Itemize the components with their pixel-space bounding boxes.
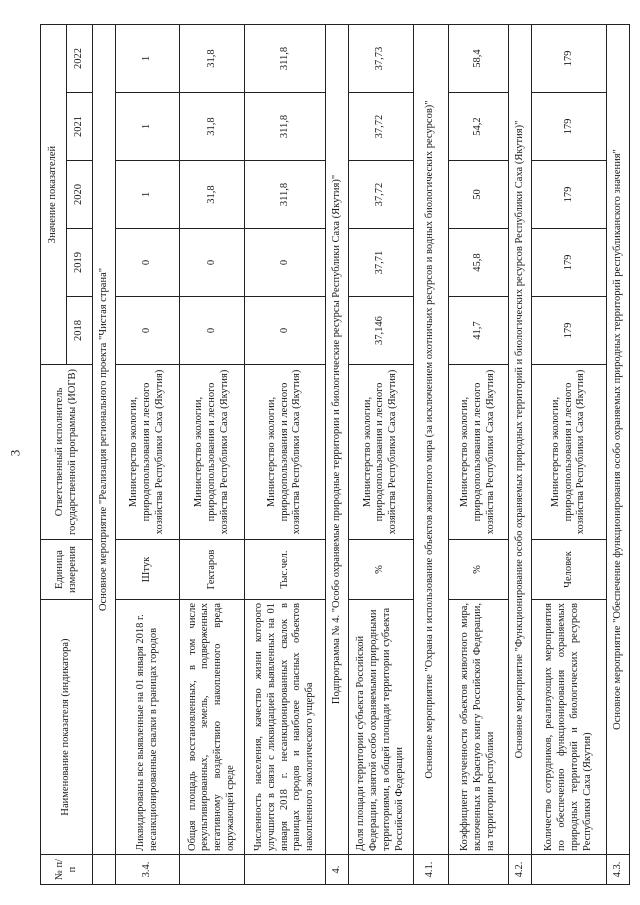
value-cell: 0: [115, 229, 180, 297]
value-cell: 179: [532, 297, 607, 365]
indicator-name: Общая площадь восстановленных, в том числе рекультивированных, земель, подверженных негативному воздействию накопленного вреда окружающей среде: [180, 600, 245, 855]
table-row: [413, 25, 448, 885]
rotated-table-frame: [40, 25, 630, 885]
value-cell: 54,2: [448, 93, 508, 161]
unit-cell: Штук: [115, 540, 180, 600]
value-cell: 31,8: [180, 93, 245, 161]
header-year: 2019: [67, 229, 93, 297]
indicator-name: Количество сотрудников, реализующих мероприятия по обеспечению функционирования охраняемых природных территорий и биологических ресурсов Республики Саха (Якутия): [532, 600, 607, 855]
value-cell: 1: [115, 25, 180, 93]
value-cell: 179: [532, 25, 607, 93]
section-title: Основное мероприятие "Функционирование особо охраняемых природных территорий и биологических ресурсов Республики Саха (Якутия)": [509, 25, 532, 855]
row-number: 4.2.: [509, 855, 532, 885]
responsible-cell: Министерство экологии, природопользования и лесного хозяйства Республики Саха (Якутия): [244, 365, 325, 540]
responsible-cell: Министерство экологии, природопользования и лесного хозяйства Республики Саха (Якутия): [348, 365, 413, 540]
value-cell: 41,7: [448, 297, 508, 365]
value-cell: 31,8: [180, 161, 245, 229]
section-title: Основное мероприятие "Реализация регионального проекта "Чистая страна": [93, 25, 116, 855]
table-row: [509, 25, 532, 885]
row-number: [180, 855, 245, 885]
table-row: [180, 25, 245, 885]
indicator-name: Ликвидированы все выявленные на 01 января 2018 г. несанкционированные свалки в границах городов: [115, 600, 180, 855]
header-values-group: Значение показателей: [41, 25, 67, 365]
value-cell: 0: [244, 297, 325, 365]
indicators-table: [40, 24, 630, 885]
table-row: [326, 25, 349, 885]
row-number: [93, 855, 116, 885]
header-name: Наименование показателя (индикатора): [41, 600, 93, 855]
header-year: 2022: [67, 25, 93, 93]
table-row: [532, 25, 607, 885]
row-number: [348, 855, 413, 885]
indicator-name: Доля площади территории субъекта Российской Федерации, занятой особо охраняемыми природными территориями, в общей площади территории субъекта Российской Федерации: [348, 600, 413, 855]
value-cell: 0: [180, 229, 245, 297]
value-cell: 1: [115, 93, 180, 161]
responsible-cell: Министерство экологии, природопользования и лесного хозяйства Республики Саха (Якутия): [448, 365, 508, 540]
value-cell: 311,8: [244, 25, 325, 93]
table-row: [115, 25, 180, 885]
row-number: 3.4.: [115, 855, 180, 885]
value-cell: 37,71: [348, 229, 413, 297]
row-number: [244, 855, 325, 885]
unit-cell: Гектаров: [180, 540, 245, 600]
row-number: [532, 855, 607, 885]
row-number: 4.3.: [607, 855, 630, 885]
unit-cell: %: [448, 540, 508, 600]
indicator-name: Численность населения, качество жизни которого улучшится в связи с ликвидацией выявленных на 01 января 2018 г. несанкционированных свалок в границах городов и наиболее опасных объектов накопленного экологического ущерба: [244, 600, 325, 855]
unit-cell: %: [348, 540, 413, 600]
responsible-cell: Министерство экологии, природопользования и лесного хозяйства Республики Саха (Якутия): [532, 365, 607, 540]
table-row: [93, 25, 116, 885]
row-number: 4.1.: [413, 855, 448, 885]
table-row: [448, 25, 508, 885]
header-year: 2021: [67, 93, 93, 161]
value-cell: 37,72: [348, 93, 413, 161]
value-cell: 0: [180, 297, 245, 365]
value-cell: 179: [532, 229, 607, 297]
responsible-cell: Министерство экологии, природопользования и лесного хозяйства Республики Саха (Якутия): [115, 365, 180, 540]
header-responsible: Ответственный исполнитель государственной программы (ИОГВ): [41, 365, 93, 540]
value-cell: 58,4: [448, 25, 508, 93]
value-cell: 179: [532, 93, 607, 161]
value-cell: 0: [244, 229, 325, 297]
header-year: 2018: [67, 297, 93, 365]
value-cell: 37,146: [348, 297, 413, 365]
header-num: № п/п: [41, 855, 93, 885]
value-cell: 45,8: [448, 229, 508, 297]
value-cell: 50: [448, 161, 508, 229]
section-title: Подпрограмма № 4. "Особо охраняемые природные территории и биологические ресурсы Республики Саха (Якутия)": [326, 25, 349, 855]
responsible-cell: Министерство экологии, природопользования и лесного хозяйства Республики Саха (Якутия): [180, 365, 245, 540]
value-cell: 0: [115, 297, 180, 365]
value-cell: 1: [115, 161, 180, 229]
section-title: Основное мероприятие "Охрана и использование объектов животного мира (за исключением охотничьих ресурсов и водных биологических ресурсов)": [413, 25, 448, 855]
row-number: 4.: [326, 855, 349, 885]
table-row: [348, 25, 413, 885]
table-row: [244, 25, 325, 885]
value-cell: 311,8: [244, 93, 325, 161]
value-cell: 179: [532, 161, 607, 229]
value-cell: 37,73: [348, 25, 413, 93]
unit-cell: Человек: [532, 540, 607, 600]
value-cell: 31,8: [180, 25, 245, 93]
header-year: 2020: [67, 161, 93, 229]
indicator-name: Коэффициент изученности объектов животного мира, включенных в Красную книгу Российской Федерации, на территории республики: [448, 600, 508, 855]
value-cell: 37,72: [348, 161, 413, 229]
page-number: 3: [7, 449, 23, 457]
row-number: [448, 855, 508, 885]
unit-cell: Тыс.чел.: [244, 540, 325, 600]
section-title: Основное мероприятие "Обеспечение функционирования особо охраняемых природных территорий республиканского значения": [607, 25, 630, 855]
value-cell: 311,8: [244, 161, 325, 229]
header-unit: Единица измерения: [41, 540, 93, 600]
table-row: [607, 25, 630, 885]
